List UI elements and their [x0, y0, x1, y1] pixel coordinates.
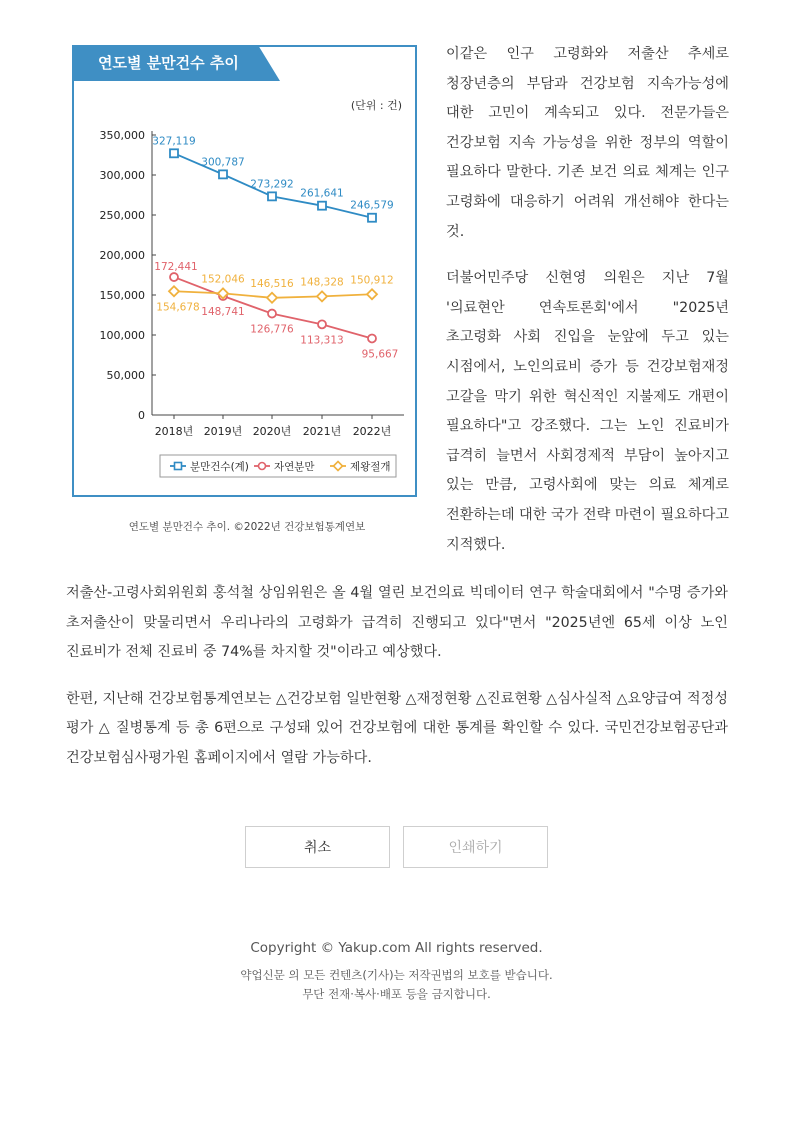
data-label: 273,292 — [250, 178, 294, 191]
x-tick-label: 2021년 — [302, 425, 342, 438]
data-point — [368, 214, 376, 222]
x-tick-label: 2019년 — [203, 425, 243, 438]
data-point — [318, 320, 326, 328]
footer — [0, 940, 793, 1004]
data-label: 148,741 — [201, 306, 245, 319]
print-button[interactable]: 인쇄하기 — [403, 826, 548, 868]
data-point — [267, 293, 277, 303]
paragraph: 이같은 인구 고령화와 저출산 추세로 청장년층의 부담과 건강보험 지속가능성에 대한 고민이 계속되고 있다. 전문가들은 건강보험 지속 가능성을 위한 정부의 역할이 필요하다 말한다. 기존 보건 의료 체계는 인구 고령화에 대응하기 어려워 개선해야 한다는 것. — [446, 46, 729, 240]
notice-line: 약업신문 의 모든 컨텐츠(기사)는 저작권법의 보호를 받습니다. — [240, 968, 553, 982]
y-tick-label: 200,000 — [99, 249, 145, 262]
cancel-button[interactable]: 취소 — [245, 826, 390, 868]
data-label: 150,912 — [350, 274, 394, 287]
paragraph: 더불어민주당 신현영 의원은 지난 7월 '의료현안 연속토론회'에서 "2025년 초고령화 사회 진입을 눈앞에 두고 있는 시점에서, 노인의료비 증가 등 건강보험재정 고갈을 막기 위한 혁신적인 지불제도 개편이 필요하다"고 강조했다. 그는 노인 진료비가 급격히 늘면서 사회경제적 부담이 높아지고 있는 만큼, 고령사회에 맞는 의료 체계로 전환하는데 대한 국가 전략 마련이 필요하다고 지적했다. — [446, 270, 729, 553]
unit-label: (단위 : 건) — [350, 99, 402, 112]
data-label: 146,516 — [250, 277, 294, 290]
x-tick-label: 2018년 — [154, 425, 194, 438]
data-label: 261,641 — [300, 187, 344, 200]
data-label: 327,119 — [152, 135, 196, 148]
y-tick-label: 50,000 — [106, 369, 145, 382]
data-label: 152,046 — [201, 273, 245, 286]
data-label: 246,579 — [350, 199, 394, 212]
data-point — [170, 273, 178, 281]
data-point — [170, 149, 178, 157]
data-label: 172,441 — [154, 261, 198, 274]
data-label: 154,678 — [156, 301, 200, 314]
line-chart — [74, 47, 419, 499]
copyright-text: Copyright © Yakup.com All rights reserved. — [250, 940, 543, 956]
full-width-text — [66, 579, 728, 773]
legend-marker — [259, 463, 266, 470]
chart-frame — [72, 45, 417, 497]
data-point — [367, 289, 377, 299]
notice-line: 무단 전재·복사·배포 등을 금지합니다. — [302, 987, 491, 1001]
legend-label: 분만건수(계) — [190, 461, 249, 473]
data-label: 113,313 — [300, 334, 344, 347]
y-tick-label: 250,000 — [99, 209, 145, 222]
data-point — [268, 192, 276, 200]
data-label: 95,667 — [361, 348, 399, 361]
copyright-notice — [0, 966, 793, 1004]
figure-caption: 연도별 분만건수 추이. ©2022년 건강보험통계연보 — [128, 521, 366, 533]
y-tick-label: 0 — [138, 409, 145, 422]
chart-figure — [72, 45, 422, 534]
data-label: 300,787 — [201, 156, 245, 169]
data-point — [368, 334, 376, 342]
paragraph: 한편, 지난해 건강보험통계연보는 △건강보험 일반현황 △재정현황 △진료현황 △심사실적 △요양급여 적정성 평가 △ 질병통계 등 총 6편으로 구성돼 있어 건강보험에 대한 통계를 확인할 수 있다. 국민건강보험공단과 건강보험심사평가원 홈페이지에서 열람 가능하다. — [66, 690, 728, 766]
data-point — [268, 310, 276, 318]
data-label: 126,776 — [250, 323, 294, 336]
action-buttons — [245, 826, 548, 868]
data-point — [317, 291, 327, 301]
legend-label: 제왕절개 — [350, 461, 391, 473]
legend-label: 자연분만 — [274, 461, 315, 473]
legend-marker — [175, 463, 182, 470]
chart-title: 연도별 분만건수 추이 — [98, 54, 239, 72]
paragraph: 저출산-고령사회위원회 홍석철 상임위원은 올 4월 열린 보건의료 빅데이터 연구 학술대회에서 "수명 증가와 초저출산이 맞물리면서 우리나라의 고령화가 급격히 진행되고 있다"면서 "2025년엔 65세 이상 노인 진료비가 전체 진료비 중 74%를 차지할 것"이라고 예상했다. — [66, 585, 728, 660]
data-point — [219, 170, 227, 178]
data-point — [318, 202, 326, 210]
side-column — [446, 40, 729, 560]
y-tick-label: 350,000 — [99, 129, 145, 142]
data-point — [169, 286, 179, 296]
chart-title-banner — [72, 45, 282, 81]
y-tick-label: 100,000 — [99, 329, 145, 342]
y-tick-label: 150,000 — [99, 289, 145, 302]
x-tick-label: 2022년 — [352, 425, 392, 438]
x-tick-label: 2020년 — [252, 425, 292, 438]
data-label: 148,328 — [300, 276, 344, 289]
y-tick-label: 300,000 — [99, 169, 145, 182]
